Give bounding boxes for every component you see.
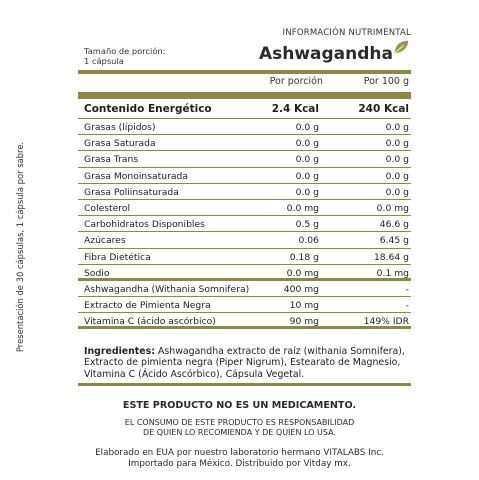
- ingredients-text: Ashwagandha extracto de raíz (withania Somnifera), Extracto de pimienta negra (Piper Nigrum), Estearato de Magnesio, Vitamina C (Ácido Ascórbico), Cápsula Vegetal.: [84, 346, 405, 380]
- ingredients-label: Ingredientes:: [84, 346, 155, 357]
- manufacturer-line-1: Elaborado en EUA por nuestro laboratorio hermano VITALABS Inc.: [95, 448, 384, 458]
- table-row: [78, 168, 411, 184]
- row-value-portion: 2.4 Kcal: [271, 103, 319, 115]
- row-value-100g: 18.64 g: [373, 251, 409, 263]
- bottom-rule: [78, 383, 411, 386]
- row-value-100g: 0.0 g: [385, 170, 409, 182]
- row-label: Azúcares: [84, 235, 126, 247]
- row-value-100g: 0.0 g: [385, 122, 409, 133]
- row-value-portion: 0.0 g: [295, 170, 319, 182]
- medicine-warning: ESTE PRODUCTO NO ES UN MEDICAMENTO.: [122, 400, 357, 411]
- row-value-portion: 0.5 g: [295, 219, 319, 231]
- row-value-portion: 0.0 mg: [286, 267, 319, 279]
- col-100g: Por 100 g: [363, 76, 409, 87]
- row-label: Contenido Energético: [84, 103, 212, 115]
- row-value-portion: 0.0 g: [295, 186, 319, 198]
- leaf-icon: [392, 38, 410, 56]
- table-row: [78, 135, 411, 151]
- row-value-100g: 240 Kcal: [358, 103, 409, 115]
- row-value-portion: 0.0 mg: [286, 202, 319, 214]
- serving-label: Tamaño de porción:: [84, 46, 166, 56]
- table-row: [78, 313, 411, 329]
- row-value-portion: 0.0 g: [295, 138, 319, 150]
- row-value-100g: 0.0 g: [385, 186, 409, 198]
- row-label: Vitamina C (ácido ascórbico): [84, 316, 216, 328]
- table-row: [78, 249, 411, 265]
- responsibility-line-1: EL CONSUMO DE ESTE PRODUCTO ES RESPONSABILIDAD: [124, 418, 355, 427]
- row-value-portion: 0.0 g: [295, 154, 319, 166]
- row-value-100g: 6.45 g: [379, 235, 409, 247]
- table-row: [78, 184, 411, 200]
- table-row: [78, 119, 411, 135]
- mid-rule: [78, 92, 411, 99]
- row-value-100g: 0.0 g: [385, 154, 409, 166]
- serving-size: [84, 46, 166, 66]
- brand-name: Ashwagandha: [258, 44, 393, 64]
- table-row: [78, 265, 411, 281]
- row-value-100g: 0.0 g: [385, 138, 409, 150]
- responsibility-note: [0, 418, 479, 438]
- row-label: Grasa Saturada: [84, 138, 156, 150]
- row-value-portion: 400 mg: [283, 283, 319, 295]
- table-row: [78, 100, 411, 119]
- responsibility-line-2: DE QUIEN LO RECOMIENDA Y DE QUIEN LO USA.: [143, 428, 336, 437]
- side-note: Presentación de 30 cápsulas, 1 cápsula por sabre.: [15, 141, 25, 353]
- row-label: Grasas (lípidos): [84, 122, 156, 133]
- row-label: Carbohidratos Disponibles: [84, 219, 205, 231]
- manufacturer-note: [0, 448, 479, 470]
- row-value-portion: 0.0 g: [295, 122, 319, 133]
- row-value-portion: 0.06: [298, 235, 319, 247]
- top-rule: [78, 70, 411, 74]
- row-value-portion: 10 mg: [289, 300, 319, 312]
- row-label: Ashwagandha (Withania Somnifera): [84, 283, 250, 295]
- row-value-100g: 46.6 g: [379, 219, 409, 231]
- row-value-100g: 149% IDR: [363, 316, 409, 328]
- table-row: [78, 200, 411, 216]
- table-row: [78, 297, 411, 313]
- column-headers: [78, 76, 411, 90]
- row-value-portion: 90 mg: [289, 316, 319, 328]
- row-value-portion: 0.18 g: [289, 251, 319, 263]
- table-row: [78, 151, 411, 167]
- col-portion: Por porción: [269, 76, 323, 87]
- row-label: Grasa Trans: [84, 154, 139, 166]
- row-label: Sodio: [84, 267, 110, 279]
- manufacturer-line-2: Importado para México. Distribuido por Vitday mx.: [128, 459, 351, 469]
- row-value-100g: -: [405, 300, 409, 312]
- row-label: Colesterol: [84, 202, 131, 214]
- row-label: Fibra Dietética: [84, 251, 151, 263]
- row-label: Grasa Monoinsaturada: [84, 170, 188, 182]
- row-label: Extracto de Pimienta Negra: [84, 300, 211, 312]
- panel-title: INFORMACIÓN NUTRIMENTAL: [282, 28, 411, 38]
- row-label: Grasa Poliinsaturada: [84, 186, 179, 198]
- table-row: [78, 216, 411, 232]
- nutrition-table: [78, 100, 411, 329]
- table-row: [78, 232, 411, 248]
- row-value-100g: -: [405, 283, 409, 295]
- ingredients-block: [78, 346, 411, 380]
- table-row: [78, 281, 411, 297]
- row-value-100g: 0.1 mg: [376, 267, 409, 279]
- row-value-100g: 0.0 mg: [376, 202, 409, 214]
- serving-value: 1 cápsula: [84, 56, 124, 66]
